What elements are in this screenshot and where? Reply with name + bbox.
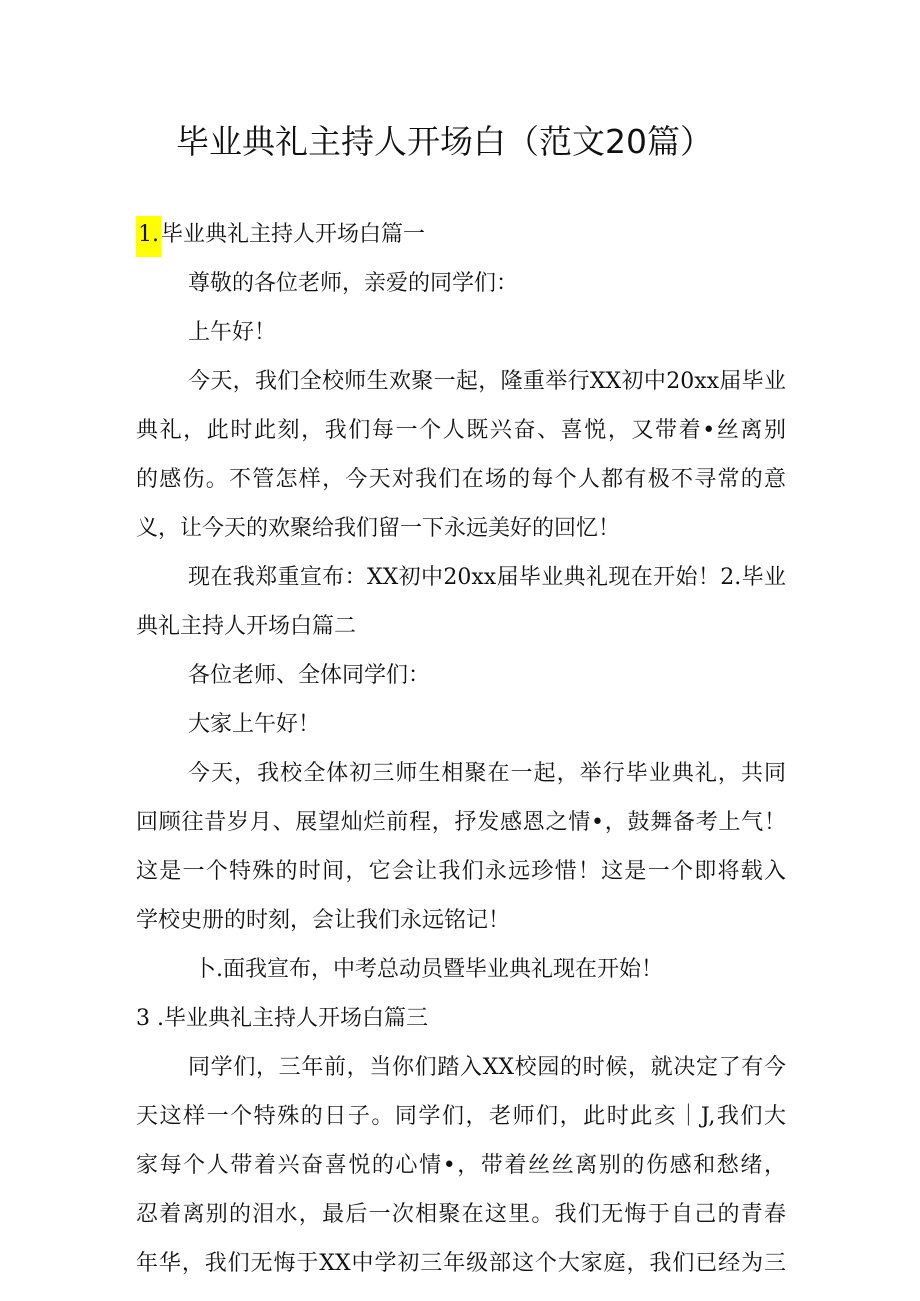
paragraph-line: 家每个人带着兴奋喜悦的心情•，带着丝丝离别的伤感和愁绪，: [136, 1153, 786, 1178]
paragraph-line: 今天，我们全校师生欢聚一起，隆重举行XX初中20xx届毕业: [188, 369, 786, 394]
paragraph-line: 上午好！: [188, 320, 277, 345]
paragraph-line: 这是一个特殊的时间，它会让我们永远珍惜！这是一个即将载入: [136, 859, 786, 884]
section-2-heading: 典礼主持人开场白篇二: [136, 614, 357, 639]
paragraph-line: 忍着离别的泪水，最后一次相聚在这里。我们无悔于自己的青春: [136, 1202, 786, 1227]
paragraph-line: 义，让今天的欢聚给我们留一下永远美好的回忆！: [136, 516, 621, 541]
paragraph-line: 大家上午好！: [188, 712, 321, 737]
paragraph-line: 卜.面我宣布，中考总动员暨毕业典礼现在开始！: [194, 957, 663, 982]
paragraph-line: 现在我郑重宣布：XX初中20xx届毕业典礼现在开始！2.毕业: [188, 565, 786, 590]
paragraph-line: 天这样一个特殊的日子。同学们，老师们，此时此亥｜J,我们大: [136, 1104, 786, 1129]
section-1-heading: [136, 210, 786, 259]
paragraph-line: 尊敬的各位老师，亲爱的同学们：: [188, 271, 519, 296]
paragraph-line: 回顾往昔岁月、展望灿烂前程，抒发感恩之情•，鼓舞备考上气！: [136, 810, 786, 835]
paragraph-line: 的感伤。不管怎样，今天对我们在场的每个人都有极不寻常的意: [136, 467, 786, 492]
section-3-heading: 3 .毕业典礼主持人开场白篇三: [136, 1006, 428, 1031]
paragraph-line: 各位老师、全体同学们：: [188, 663, 431, 688]
paragraph-line: 年华，我们无悔于XX中学初三年级部这个大家庭，我们已经为三: [136, 1251, 786, 1276]
paragraph-line: 学校史册的时刻，会让我们永远铭记！: [136, 908, 511, 933]
paragraph-line: 今天，我校全体初三师生相聚在一起，举行毕业典礼，共同: [188, 761, 786, 786]
highlighted-section-number: 1.: [136, 216, 161, 257]
document-title: 毕业典礼主持人开场白（范文20篇）: [176, 122, 713, 161]
section-1-heading-text: 毕业典礼主持人开场白篇一: [161, 222, 426, 247]
paragraph-line: 同学们，三年前，当你们踏入XX校园的时候，就决定了有今: [188, 1055, 786, 1080]
document-body: [136, 210, 786, 1288]
paragraph-line: 典礼，此时此刻，我们每一个人既兴奋、喜悦，又带着•丝离别: [136, 418, 786, 443]
